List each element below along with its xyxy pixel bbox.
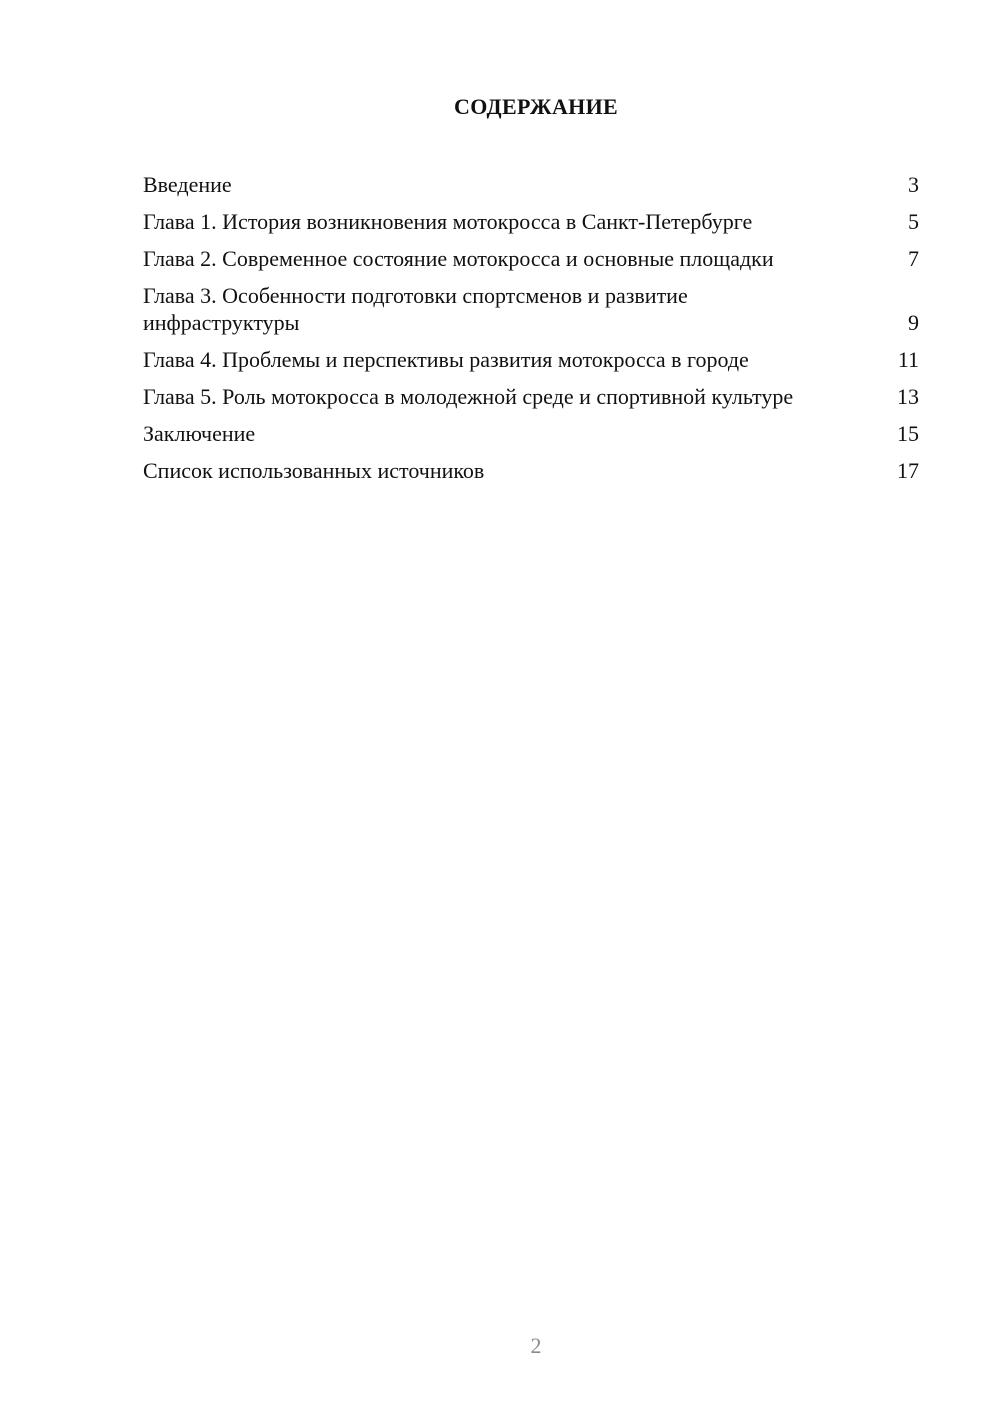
toc-entry-text: Глава 3. Особенности подготовки спортсменов и развитие инфраструктуры bbox=[143, 283, 688, 335]
toc-entry-page: 7 bbox=[908, 246, 919, 271]
toc-entry-text: Глава 1. История возникновения мотокросса в Санкт-Петербурге bbox=[143, 209, 753, 234]
toc-entry-text: Глава 2. Современное состояние мотокросса и основные площадки bbox=[143, 246, 774, 271]
toc-entry-text: Заключение bbox=[143, 421, 256, 446]
toc-entry-chapter-4 bbox=[143, 346, 919, 373]
toc-entry-introduction bbox=[143, 171, 919, 198]
toc-entry-page: 9 bbox=[908, 310, 919, 335]
toc-entry-chapter-3 bbox=[143, 282, 919, 336]
toc-entry-references bbox=[143, 457, 919, 484]
toc-entry-page: 17 bbox=[897, 458, 919, 483]
toc-entry-page: 15 bbox=[897, 421, 919, 446]
toc-entry-text: Глава 4. Проблемы и перспективы развития мотокросса в городе bbox=[143, 347, 749, 372]
page-number: 2 bbox=[530, 1333, 542, 1358]
toc-entry-page: 13 bbox=[897, 384, 919, 409]
toc-entry-page: 3 bbox=[908, 172, 919, 197]
toc-entry-text: Список использованных источников bbox=[143, 458, 485, 483]
toc-entry-chapter-2 bbox=[143, 245, 919, 272]
toc-entry-conclusion bbox=[143, 420, 919, 447]
toc-entry-page: 11 bbox=[897, 347, 919, 372]
toc-entry-chapter-5 bbox=[143, 383, 919, 410]
toc-entry-text: Глава 5. Роль мотокросса в молодежной среде и спортивной культуре bbox=[143, 384, 794, 409]
toc-entry-text: Введение bbox=[143, 172, 232, 197]
toc-list bbox=[143, 171, 919, 494]
toc-entry-chapter-1 bbox=[143, 208, 919, 235]
toc-title: СОДЕРЖАНИЕ bbox=[454, 94, 618, 119]
toc-entry-page: 5 bbox=[908, 209, 919, 234]
